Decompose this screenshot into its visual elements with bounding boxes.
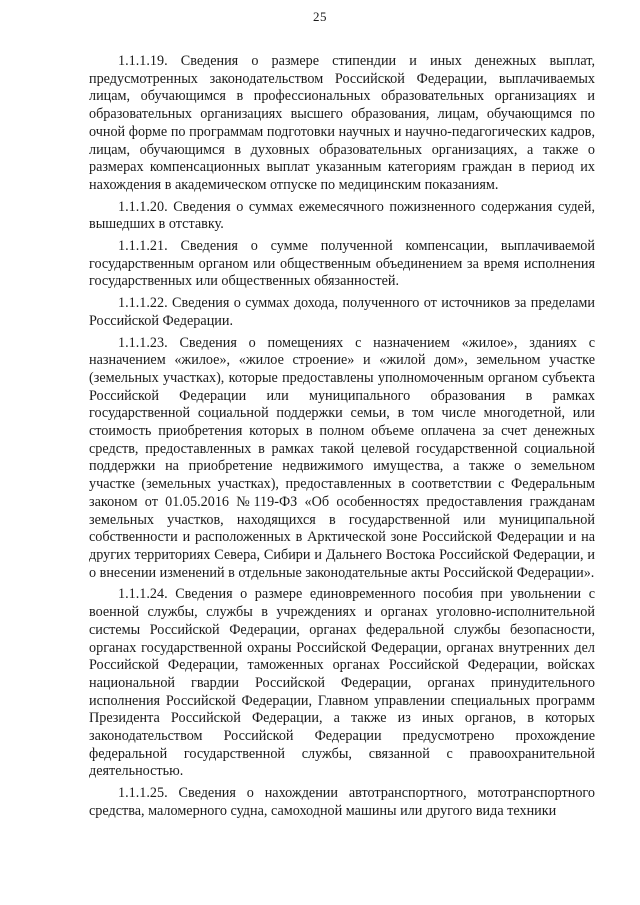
document-body (89, 53, 595, 821)
paragraph-1-1-1-24: 1.1.1.24. Сведения о размере единовременного пособия при увольнении с военной службы, службы в учреждениях и органах уголовно-исполнительной системы Российской Федерации, органах федеральной службы безопасности, органах государственной охраны Российской Федерации, органах внутренних дел Российской Федерации, таможенных органах Российской Федерации, войсках национальной гвардии Российской Федерации, органах принудительного исполнения Российской Федерации, Главном управлении специальных программ Президента Российской Федерации, а также из иных органов, в которых законодательством Российской Федерации предусмотрено прохождение федеральной государственной службы, связанной с правоохранительной деятельностью. (89, 586, 595, 780)
page-number: 25 (313, 9, 327, 24)
paragraph-1-1-1-22: 1.1.1.22. Сведения о суммах дохода, полученного от источников за пределами Российской Федерации. (89, 295, 595, 329)
paragraph-1-1-1-19: 1.1.1.19. Сведения о размере стипендии и иных денежных выплат, предусмотренных законодательством Российской Федерации, выплачиваемых лицам, обучающимся в профессиональных образовательных организациях и образовательных организациях высшего образования, лицам, обучающимся по очной форме по программам подготовки научных и научно-педагогических кадров, лицам, обучающимся в духовных образовательных организациях, а также о размерах компенсационных выплат указанным категориям граждан в период их нахождения в академическом отпуске по медицинским показаниям. (89, 53, 595, 193)
paragraph-1-1-1-23: 1.1.1.23. Сведения о помещениях с назначением «жилое», зданиях с назначением «жилое», «жилое строение» и «жилой дом», земельном участке (земельных участках), которые предоставлены уполномоченным органом субъекта Российской Федерации или муниципального образования в рамках государственной социальной поддержки семьи, в том числе многодетной, или стоимость приобретения которых в полном объеме оплачена за счет денежных средств, предоставленных в рамках такой целевой государственной социальной поддержки на приобретение недвижимого имущества, а также о земельном участке (земельных участках), предоставленных в соответствии с Федеральным законом от 01.05.2016 №119-ФЗ «Об особенностях предоставления гражданам земельных участков, находящихся в государственной или муниципальной собственности и расположенных в Арктической зоне Российской Федерации и на других территориях Севера, Сибири и Дальнего Востока Российской Федерации, и о внесении изменений в отдельные законодательные акты Российской Федерации». (89, 334, 595, 581)
paragraph-1-1-1-21: 1.1.1.21. Сведения о сумме полученной компенсации, выплачиваемой государственным органом или общественным объединением за время исполнения государственных или общественных обязанностей. (89, 238, 595, 290)
paragraph-1-1-1-20: 1.1.1.20. Сведения о суммах ежемесячного пожизненного содержания судей, вышедших в отставку. (89, 198, 595, 233)
paragraph-1-1-1-25: 1.1.1.25. Сведения о нахождении автотранспортного, мототранспортного средства, маломерного судна, самоходной машины или другого вида техники (89, 785, 595, 819)
